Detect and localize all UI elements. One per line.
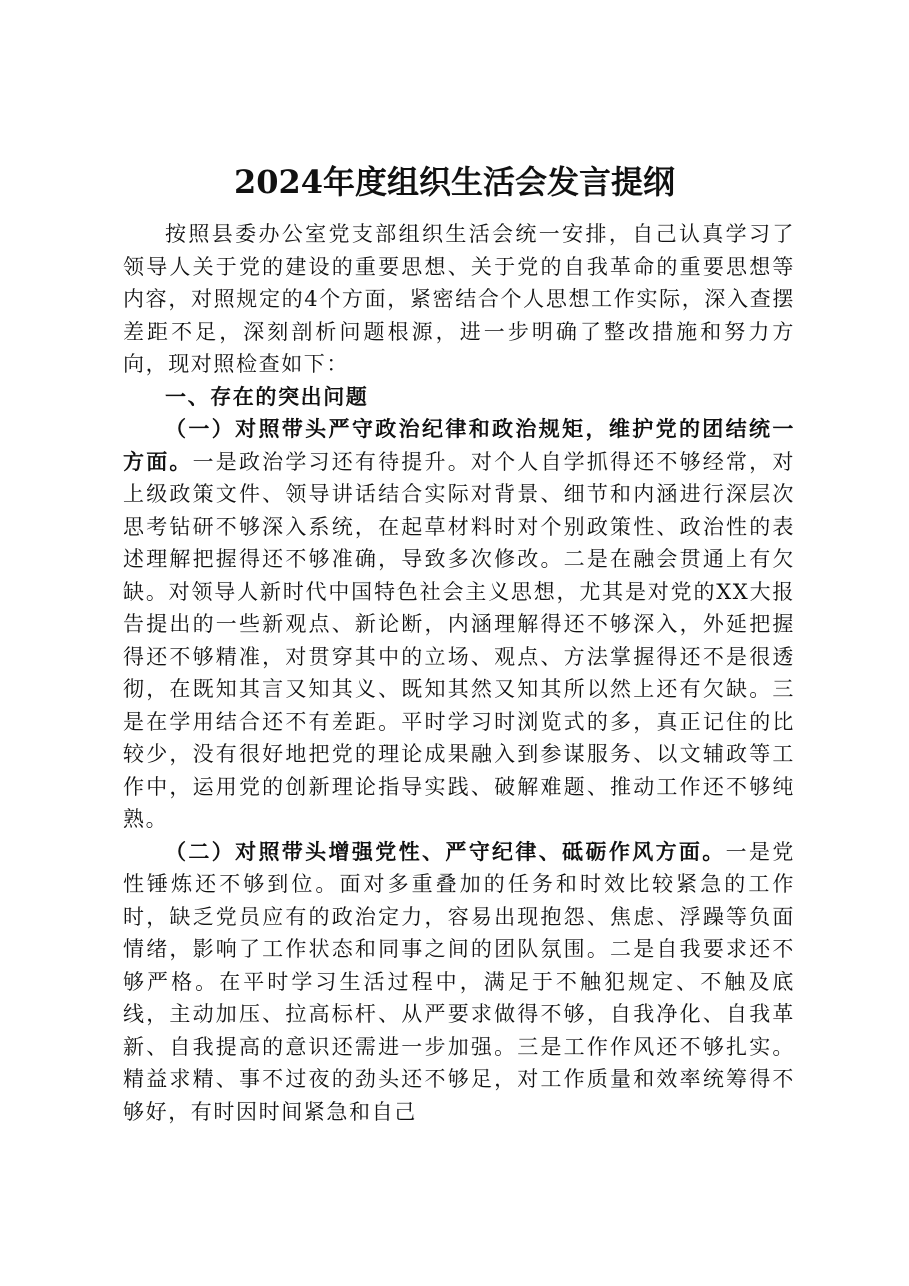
paragraph-2 xyxy=(123,836,795,1129)
document-body xyxy=(123,218,795,1128)
paragraph-1-lead: （一）对照带头严守政治纪律和政治规矩，维护党的团结统一方面。 xyxy=(123,417,795,474)
paragraph-1-text: 一是政治学习还有待提升。对个人自学抓得还不够经常，对上级政策文件、领导讲话结合实际对背景、细节和内涵进行深层次思考钻研不够深入系统，在起草材料时对个别政策性、政治性的表述理解把握得还不够准确，导致多次修改。二是在融会贯通上有欠缺。对领导人新时代中国特色社会主义思想，尤其是对党的XX大报告提出的一些新观点、新论断，内涵理解得还不够深入，外延把握得还不够精准，对贯穿其中的立场、观点、方法掌握得还不是很透彻，在既知其言又知其义、既知其然又知其所以然上还有欠缺。三是在学用结合还不有差距。平时学习时浏览式的多，真正记住的比较少，没有很好地把党的理论成果融入到参谋服务、以文辅政等工作中，运用党的创新理论指导实践、破解难题、推动工作还不够纯熟。 xyxy=(123,449,795,831)
paragraph-1 xyxy=(123,413,795,836)
intro-paragraph: 按照县委办公室党支部组织生活会统一安排，自己认真学习了领导人关于党的建设的重要思想、关于党的自我革命的重要思想等内容，对照规定的4个方面，紧密结合个人思想工作实际，深入查摆差距不足，深刻剖析问题根源，进一步明确了整改措施和努力方向，现对照检查如下： xyxy=(123,222,795,376)
paragraph-2-lead: （二）对照带头增强党性、严守纪律、砥砺作风方面。 xyxy=(165,839,726,864)
document-title: 2024年度组织生活会发言提纲 xyxy=(233,163,676,201)
section-heading: 一、存在的突出问题 xyxy=(165,384,369,409)
paragraph-2-text: 一是党性锤炼还不够到位。面对多重叠加的任务和时效比较紧急的工作时，缺乏党员应有的政治定力，容易出现抱怨、焦虑、浮躁等负面情绪，影响了工作状态和同事之间的团队氛围。二是自我要求还不够严格。在平时学习生活过程中，满足于不触犯规定、不触及底线，主动加压、拉高标杆、从严要求做得不够，自我净化、自我革新、自我提高的意识还需进一步加强。三是工作作风还不够扎实。精益求精、事不过夜的劲头还不够足，对工作质量和效率统筹得不够好，有时因时间紧急和自己 xyxy=(123,839,795,1124)
